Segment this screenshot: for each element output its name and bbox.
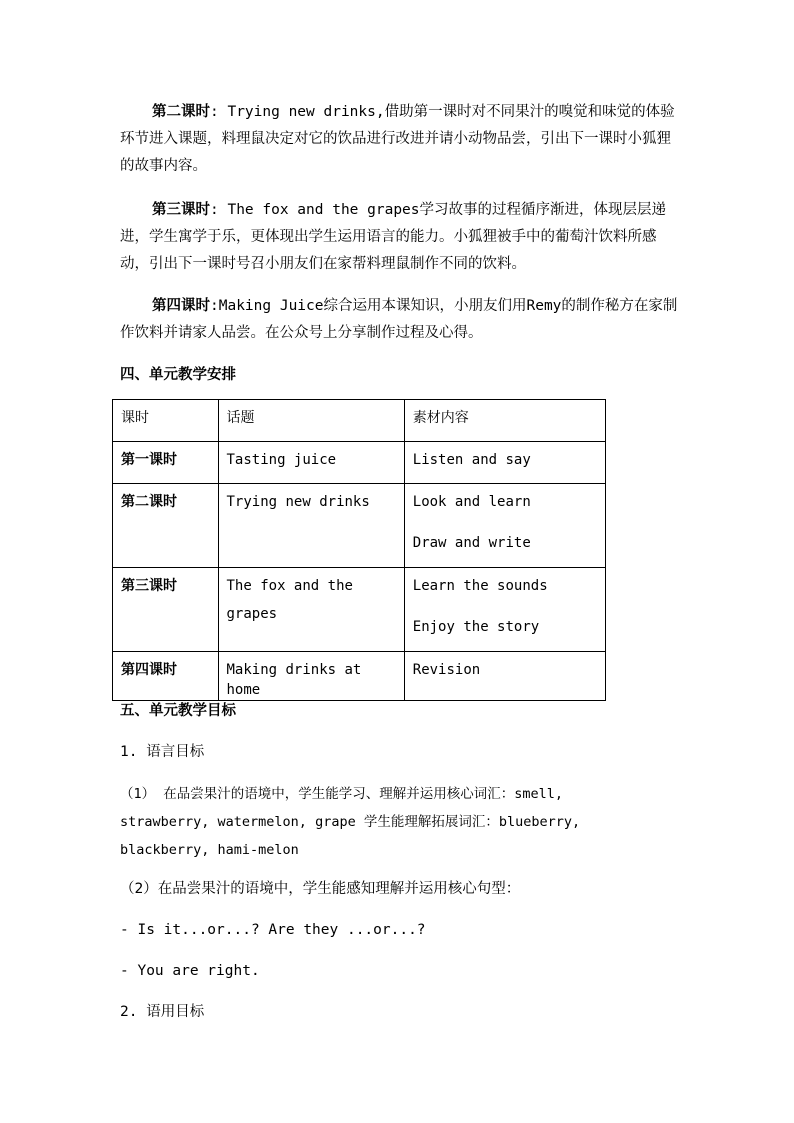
paragraph-lesson4 [120,293,680,347]
table-header-row [113,400,606,442]
lesson2-text: : Trying new drinks,借助第一课时对不同果汁的嗅觉和味觉的体验环节进入课题，料理鼠决定对它的饮品进行改进并请小动物品尝，引出下一课时小狐狸的故事内容。 [120,104,675,174]
goal1-item2: （2）在品尝果汁的语境中，学生能感知理解并运用核心句型： [120,881,521,897]
table-row [113,652,606,701]
cell-lesson: 第一课时 [113,442,219,484]
lesson3-text: : The fox and the grapes学习故事的过程循序渐进，体现层层递进，学生寓学于乐，更体现出学生运用语言的能力。小狐狸被手中的葡萄汁饮料所感动，引出下一课时号召小朋友们在家帮料理鼠制作不同的饮料。 [120,202,667,272]
lesson4-text: :Making Juice综合运用本课知识，小朋友们用Remy的制作秘方在家制作饮料并请家人品尝。在公众号上分享制作过程及心得。 [120,298,678,341]
cell-materials [404,442,605,484]
cell-materials [404,568,605,652]
lesson2-label: 第二课时 [152,104,210,120]
material-item: Draw and write [412,535,531,551]
paragraph-lesson2 [120,99,680,180]
cell-topic: Making drinks at home [218,652,404,701]
header-topic: 话题 [218,400,404,442]
sentence-pattern-1: - Is it...or...? Are they ...or...? [120,922,426,938]
cell-topic: Tasting juice [218,442,404,484]
material-item: Learn the sounds [412,578,548,594]
cell-lesson: 第二课时 [113,484,219,568]
goal1-item1: （1） 在品尝果汁的语境中，学生能学习、理解并运用核心词汇：smell, strawberry, watermelon, grape 学生能理解拓展词汇：blueberry, blackberry, hami-melon [120,786,581,858]
cell-topic: The fox and the grapes [218,568,404,652]
material-item: Listen and say [412,452,531,468]
table-row [113,442,606,484]
goal2-heading: 2. 语用目标 [120,1004,205,1020]
cell-topic: Trying new drinks [218,484,404,568]
material-item: Look and learn [412,494,531,510]
header-materials: 素材内容 [404,400,605,442]
unit-plan-table [112,399,606,701]
paragraph-lesson3 [120,197,680,278]
material-item: Revision [412,662,481,678]
cell-materials [404,484,605,568]
cell-lesson: 第四课时 [113,652,219,701]
section4-heading: 四、单元教学安排 [120,367,236,383]
lesson3-label: 第三课时 [152,202,210,218]
goal1-heading: 1. 语言目标 [120,744,205,760]
cell-lesson: 第三课时 [113,568,219,652]
material-item: Enjoy the story [412,619,540,635]
lesson4-label: 第四课时 [152,298,210,314]
table-row [113,484,606,568]
cell-materials [404,652,605,701]
header-lesson: 课时 [113,400,219,442]
sentence-pattern-2: - You are right. [120,963,260,979]
section5-heading: 五、单元教学目标 [120,703,236,719]
table-row [113,568,606,652]
